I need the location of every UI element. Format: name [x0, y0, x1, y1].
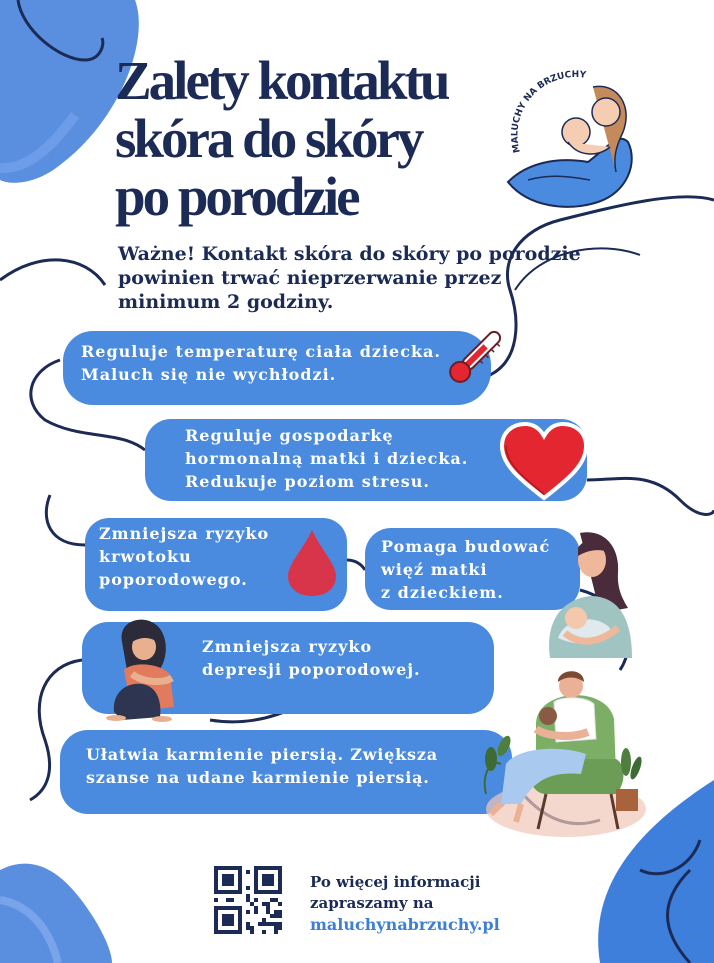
benefit-text: Ułatwia karmienie piersią. Zwiększa	[86, 745, 438, 764]
benefit-breastfeeding	[60, 730, 512, 814]
logo-text: MALUCHY NA BRZUCHY	[510, 70, 587, 154]
benefit-text: poporodowego.	[99, 570, 248, 589]
website-link[interactable]: maluchynabrzuchy.pl	[310, 915, 500, 934]
benefit-text: Zmniejsza ryzyko	[99, 524, 270, 543]
footer-line: Po więcej informacji	[310, 873, 481, 891]
note-line: Ważne! Kontakt skóra do skóry po porodzie	[118, 243, 581, 265]
page-title	[115, 52, 447, 226]
blood-drop-icon	[284, 528, 340, 598]
important-note	[118, 242, 618, 314]
footer	[310, 872, 500, 935]
note-line: minimum 2 godziny.	[118, 291, 334, 313]
benefit-text: Reguluje temperaturę ciała dziecka.	[81, 342, 441, 361]
benefit-text: szanse na udane karmienie piersią.	[86, 768, 430, 787]
logo	[498, 62, 648, 212]
benefit-text: Redukuje poziom stresu.	[185, 472, 430, 491]
benefit-text: Reguluje gospodarkę	[185, 426, 394, 445]
benefit-text: z dzieckiem.	[381, 583, 504, 602]
note-line: powinien trwać nieprzerwanie przez	[118, 267, 502, 289]
qr-code[interactable]	[214, 866, 282, 934]
mother-baby-icon	[540, 528, 635, 658]
benefit-text: więź matki	[381, 560, 488, 579]
benefit-text: Pomaga budować	[381, 537, 551, 556]
benefit-temperature	[63, 331, 491, 405]
benefit-text: hormonalną matki i dziecka.	[185, 449, 469, 468]
benefit-text: depresji poporodowej.	[202, 660, 421, 679]
heart-icon	[498, 420, 590, 502]
benefit-text: krwotoku	[99, 547, 192, 566]
title-line: po porodzie	[115, 166, 358, 227]
footer-line: zapraszamy na	[310, 894, 434, 912]
benefit-text: Zmniejsza ryzyko	[202, 637, 373, 656]
benefit-text: Maluch się nie wychłodzi.	[81, 365, 337, 384]
title-line: skóra do skóry	[115, 108, 422, 169]
breastfeeding-icon	[476, 664, 651, 842]
thermometer-icon	[440, 322, 510, 392]
title-line: Zalety kontaktu	[115, 50, 448, 111]
sad-woman-icon	[102, 612, 192, 722]
